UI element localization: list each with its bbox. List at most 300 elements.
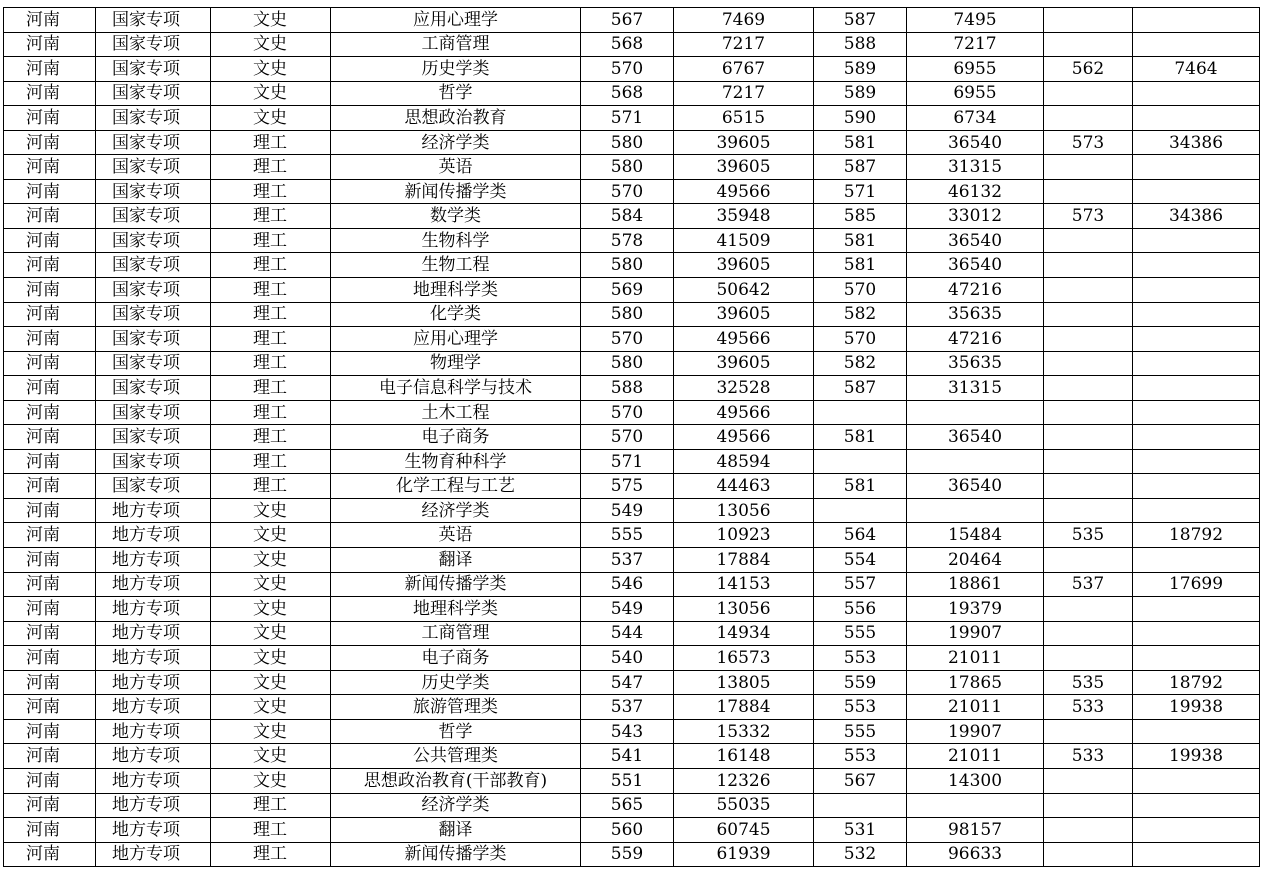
score-a-cell: 575: [581, 474, 674, 499]
score-c-cell: [1044, 768, 1133, 793]
score-c-cell: 573: [1044, 204, 1133, 229]
score-b-cell: 553: [814, 646, 907, 671]
subject-cell: 文史: [211, 572, 331, 597]
rank-a-cell: 49566: [674, 179, 814, 204]
score-b-cell: 590: [814, 106, 907, 131]
major-cell: 历史学类: [331, 57, 581, 82]
rank-c-cell: [1133, 400, 1260, 425]
table-row: [4, 130, 1260, 155]
province-cell: 河南: [4, 253, 96, 278]
rank-a-cell: 15332: [674, 719, 814, 744]
rank-b-cell: 31315: [907, 376, 1044, 401]
rank-b-cell: 17865: [907, 670, 1044, 695]
table-row: [4, 228, 1260, 253]
score-c-cell: [1044, 818, 1133, 843]
subject-cell: 理工: [211, 302, 331, 327]
rank-b-cell: 36540: [907, 253, 1044, 278]
rank-b-cell: 35635: [907, 351, 1044, 376]
table-row: [4, 621, 1260, 646]
rank-b-cell: 21011: [907, 744, 1044, 769]
score-b-cell: [814, 400, 907, 425]
province-cell: 河南: [4, 204, 96, 229]
rank-c-cell: [1133, 621, 1260, 646]
rank-b-cell: 36540: [907, 425, 1044, 450]
rank-c-cell: [1133, 597, 1260, 622]
major-cell: 翻译: [331, 818, 581, 843]
rank-a-cell: 16148: [674, 744, 814, 769]
score-c-cell: [1044, 498, 1133, 523]
province-cell: 河南: [4, 842, 96, 867]
province-cell: 河南: [4, 449, 96, 474]
plan-type-cell: 国家专项: [96, 449, 211, 474]
table-row: [4, 818, 1260, 843]
rank-c-cell: [1133, 253, 1260, 278]
rank-c-cell: [1133, 498, 1260, 523]
plan-type-cell: 国家专项: [96, 204, 211, 229]
rank-a-cell: 50642: [674, 278, 814, 303]
score-b-cell: 571: [814, 179, 907, 204]
table-row: [4, 253, 1260, 278]
plan-type-cell: 国家专项: [96, 425, 211, 450]
score-c-cell: [1044, 228, 1133, 253]
rank-c-cell: [1133, 425, 1260, 450]
major-cell: 英语: [331, 155, 581, 180]
subject-cell: 文史: [211, 32, 331, 57]
score-b-cell: 587: [814, 376, 907, 401]
rank-b-cell: 15484: [907, 523, 1044, 548]
subject-cell: 理工: [211, 278, 331, 303]
subject-cell: 文史: [211, 670, 331, 695]
rank-a-cell: 39605: [674, 351, 814, 376]
score-a-cell: 570: [581, 179, 674, 204]
province-cell: 河南: [4, 768, 96, 793]
subject-cell: 理工: [211, 474, 331, 499]
rank-b-cell: 96633: [907, 842, 1044, 867]
table-row: [4, 695, 1260, 720]
rank-b-cell: 18861: [907, 572, 1044, 597]
subject-cell: 文史: [211, 57, 331, 82]
major-cell: 生物工程: [331, 253, 581, 278]
province-cell: 河南: [4, 81, 96, 106]
score-c-cell: [1044, 351, 1133, 376]
province-cell: 河南: [4, 228, 96, 253]
plan-type-cell: 地方专项: [96, 621, 211, 646]
plan-type-cell: 国家专项: [96, 130, 211, 155]
rank-a-cell: 12326: [674, 768, 814, 793]
score-b-cell: 557: [814, 572, 907, 597]
major-cell: 新闻传播学类: [331, 572, 581, 597]
score-c-cell: 537: [1044, 572, 1133, 597]
table-row: [4, 498, 1260, 523]
score-b-cell: 553: [814, 744, 907, 769]
rank-c-cell: 7464: [1133, 57, 1260, 82]
subject-cell: 理工: [211, 228, 331, 253]
plan-type-cell: 地方专项: [96, 744, 211, 769]
rank-a-cell: 39605: [674, 253, 814, 278]
plan-type-cell: 国家专项: [96, 327, 211, 352]
score-b-cell: [814, 449, 907, 474]
province-cell: 河南: [4, 572, 96, 597]
score-c-cell: 533: [1044, 695, 1133, 720]
major-cell: 工商管理: [331, 32, 581, 57]
major-cell: 土木工程: [331, 400, 581, 425]
plan-type-cell: 地方专项: [96, 670, 211, 695]
rank-b-cell: 7217: [907, 32, 1044, 57]
major-cell: 电子信息科学与技术: [331, 376, 581, 401]
score-b-cell: 581: [814, 228, 907, 253]
subject-cell: 文史: [211, 106, 331, 131]
score-a-cell: 571: [581, 106, 674, 131]
rank-b-cell: 20464: [907, 548, 1044, 573]
rank-a-cell: 6767: [674, 57, 814, 82]
province-cell: 河南: [4, 523, 96, 548]
subject-cell: 理工: [211, 842, 331, 867]
score-b-cell: 559: [814, 670, 907, 695]
rank-b-cell: 19907: [907, 719, 1044, 744]
score-c-cell: [1044, 253, 1133, 278]
score-c-cell: [1044, 8, 1133, 33]
plan-type-cell: 国家专项: [96, 253, 211, 278]
score-a-cell: 568: [581, 81, 674, 106]
rank-b-cell: 36540: [907, 228, 1044, 253]
major-cell: 应用心理学: [331, 8, 581, 33]
score-a-cell: 549: [581, 597, 674, 622]
subject-cell: 理工: [211, 818, 331, 843]
score-b-cell: 581: [814, 474, 907, 499]
province-cell: 河南: [4, 106, 96, 131]
province-cell: 河南: [4, 498, 96, 523]
rank-b-cell: [907, 793, 1044, 818]
score-a-cell: 571: [581, 449, 674, 474]
subject-cell: 文史: [211, 81, 331, 106]
score-a-cell: 569: [581, 278, 674, 303]
rank-a-cell: 48594: [674, 449, 814, 474]
plan-type-cell: 地方专项: [96, 523, 211, 548]
rank-b-cell: 36540: [907, 130, 1044, 155]
rank-b-cell: 47216: [907, 278, 1044, 303]
score-a-cell: 551: [581, 768, 674, 793]
score-c-cell: [1044, 449, 1133, 474]
plan-type-cell: 地方专项: [96, 818, 211, 843]
rank-a-cell: 44463: [674, 474, 814, 499]
subject-cell: 理工: [211, 376, 331, 401]
plan-type-cell: 国家专项: [96, 57, 211, 82]
rank-c-cell: [1133, 228, 1260, 253]
rank-c-cell: 34386: [1133, 130, 1260, 155]
score-b-cell: 531: [814, 818, 907, 843]
score-c-cell: [1044, 425, 1133, 450]
score-b-cell: 581: [814, 425, 907, 450]
table-row: [4, 400, 1260, 425]
table-row: [4, 57, 1260, 82]
rank-c-cell: 34386: [1133, 204, 1260, 229]
score-b-cell: 570: [814, 327, 907, 352]
major-cell: 旅游管理类: [331, 695, 581, 720]
score-b-cell: 567: [814, 768, 907, 793]
score-c-cell: 535: [1044, 670, 1133, 695]
plan-type-cell: 国家专项: [96, 179, 211, 204]
rank-c-cell: 18792: [1133, 670, 1260, 695]
rank-c-cell: [1133, 719, 1260, 744]
plan-type-cell: 地方专项: [96, 719, 211, 744]
score-c-cell: [1044, 278, 1133, 303]
score-b-cell: 581: [814, 130, 907, 155]
rank-a-cell: 60745: [674, 818, 814, 843]
province-cell: 河南: [4, 179, 96, 204]
score-a-cell: 560: [581, 818, 674, 843]
major-cell: 历史学类: [331, 670, 581, 695]
score-c-cell: [1044, 81, 1133, 106]
rank-b-cell: 31315: [907, 155, 1044, 180]
score-a-cell: 555: [581, 523, 674, 548]
score-b-cell: 553: [814, 695, 907, 720]
table-row: [4, 474, 1260, 499]
rank-a-cell: 14153: [674, 572, 814, 597]
table-row: [4, 670, 1260, 695]
plan-type-cell: 国家专项: [96, 32, 211, 57]
score-c-cell: 533: [1044, 744, 1133, 769]
rank-c-cell: [1133, 646, 1260, 671]
table-row: [4, 32, 1260, 57]
table-row: [4, 8, 1260, 33]
score-c-cell: [1044, 32, 1133, 57]
rank-a-cell: 55035: [674, 793, 814, 818]
rank-b-cell: 14300: [907, 768, 1044, 793]
subject-cell: 理工: [211, 253, 331, 278]
table-row: [4, 302, 1260, 327]
rank-b-cell: 21011: [907, 695, 1044, 720]
province-cell: 河南: [4, 351, 96, 376]
score-c-cell: 535: [1044, 523, 1133, 548]
score-b-cell: 582: [814, 302, 907, 327]
plan-type-cell: 国家专项: [96, 278, 211, 303]
major-cell: 经济学类: [331, 793, 581, 818]
table-row: [4, 155, 1260, 180]
major-cell: 新闻传播学类: [331, 842, 581, 867]
score-b-cell: 587: [814, 8, 907, 33]
score-a-cell: 570: [581, 400, 674, 425]
rank-b-cell: 19907: [907, 621, 1044, 646]
province-cell: 河南: [4, 57, 96, 82]
table-row: [4, 81, 1260, 106]
plan-type-cell: 地方专项: [96, 572, 211, 597]
table-row: [4, 204, 1260, 229]
plan-type-cell: 国家专项: [96, 81, 211, 106]
rank-b-cell: 36540: [907, 474, 1044, 499]
rank-b-cell: 6734: [907, 106, 1044, 131]
subject-cell: 理工: [211, 327, 331, 352]
table-row: [4, 327, 1260, 352]
table-row: [4, 449, 1260, 474]
rank-c-cell: [1133, 548, 1260, 573]
table-row: [4, 842, 1260, 867]
score-b-cell: 582: [814, 351, 907, 376]
score-a-cell: 568: [581, 32, 674, 57]
score-c-cell: [1044, 621, 1133, 646]
rank-a-cell: 49566: [674, 425, 814, 450]
rank-a-cell: 61939: [674, 842, 814, 867]
rank-a-cell: 7217: [674, 32, 814, 57]
rank-c-cell: [1133, 155, 1260, 180]
table-row: [4, 351, 1260, 376]
major-cell: 应用心理学: [331, 327, 581, 352]
plan-type-cell: 国家专项: [96, 400, 211, 425]
plan-type-cell: 国家专项: [96, 376, 211, 401]
score-a-cell: 549: [581, 498, 674, 523]
rank-c-cell: [1133, 8, 1260, 33]
province-cell: 河南: [4, 719, 96, 744]
score-c-cell: [1044, 548, 1133, 573]
subject-cell: 理工: [211, 425, 331, 450]
rank-a-cell: 17884: [674, 695, 814, 720]
score-c-cell: 573: [1044, 130, 1133, 155]
rank-a-cell: 16573: [674, 646, 814, 671]
major-cell: 哲学: [331, 719, 581, 744]
subject-cell: 文史: [211, 498, 331, 523]
province-cell: 河南: [4, 8, 96, 33]
rank-a-cell: 35948: [674, 204, 814, 229]
province-cell: 河南: [4, 646, 96, 671]
province-cell: 河南: [4, 376, 96, 401]
subject-cell: 文史: [211, 548, 331, 573]
table-row: [4, 548, 1260, 573]
plan-type-cell: 国家专项: [96, 302, 211, 327]
subject-cell: 文史: [211, 719, 331, 744]
score-a-cell: 544: [581, 621, 674, 646]
rank-c-cell: [1133, 278, 1260, 303]
score-a-cell: 588: [581, 376, 674, 401]
rank-c-cell: 19938: [1133, 695, 1260, 720]
rank-c-cell: [1133, 449, 1260, 474]
plan-type-cell: 地方专项: [96, 842, 211, 867]
plan-type-cell: 地方专项: [96, 793, 211, 818]
score-b-cell: 555: [814, 719, 907, 744]
table-row: [4, 572, 1260, 597]
major-cell: 化学类: [331, 302, 581, 327]
province-cell: 河南: [4, 597, 96, 622]
rank-c-cell: 18792: [1133, 523, 1260, 548]
subject-cell: 理工: [211, 204, 331, 229]
score-a-cell: 580: [581, 351, 674, 376]
score-b-cell: 589: [814, 57, 907, 82]
score-b-cell: 564: [814, 523, 907, 548]
major-cell: 英语: [331, 523, 581, 548]
plan-type-cell: 地方专项: [96, 498, 211, 523]
rank-c-cell: 19938: [1133, 744, 1260, 769]
subject-cell: 文史: [211, 621, 331, 646]
rank-c-cell: [1133, 793, 1260, 818]
score-c-cell: [1044, 106, 1133, 131]
table-body: [4, 8, 1260, 867]
major-cell: 思想政治教育(干部教育): [331, 768, 581, 793]
subject-cell: 文史: [211, 768, 331, 793]
rank-b-cell: [907, 449, 1044, 474]
major-cell: 地理科学类: [331, 278, 581, 303]
score-c-cell: [1044, 793, 1133, 818]
subject-cell: 理工: [211, 449, 331, 474]
score-a-cell: 559: [581, 842, 674, 867]
score-c-cell: [1044, 179, 1133, 204]
table-row: [4, 597, 1260, 622]
rank-c-cell: 17699: [1133, 572, 1260, 597]
table-row: [4, 646, 1260, 671]
province-cell: 河南: [4, 278, 96, 303]
score-a-cell: 537: [581, 548, 674, 573]
admission-score-table: [3, 7, 1260, 867]
province-cell: 河南: [4, 695, 96, 720]
table-row: [4, 523, 1260, 548]
score-b-cell: [814, 793, 907, 818]
rank-b-cell: 46132: [907, 179, 1044, 204]
province-cell: 河南: [4, 670, 96, 695]
rank-b-cell: 98157: [907, 818, 1044, 843]
rank-a-cell: 39605: [674, 302, 814, 327]
rank-c-cell: [1133, 842, 1260, 867]
rank-a-cell: 10923: [674, 523, 814, 548]
rank-a-cell: 39605: [674, 130, 814, 155]
subject-cell: 理工: [211, 179, 331, 204]
province-cell: 河南: [4, 130, 96, 155]
rank-a-cell: 7217: [674, 81, 814, 106]
plan-type-cell: 国家专项: [96, 351, 211, 376]
subject-cell: 文史: [211, 597, 331, 622]
rank-c-cell: [1133, 768, 1260, 793]
score-a-cell: 546: [581, 572, 674, 597]
score-c-cell: [1044, 719, 1133, 744]
rank-b-cell: 6955: [907, 57, 1044, 82]
rank-b-cell: 6955: [907, 81, 1044, 106]
subject-cell: 文史: [211, 695, 331, 720]
province-cell: 河南: [4, 548, 96, 573]
province-cell: 河南: [4, 818, 96, 843]
rank-a-cell: 49566: [674, 327, 814, 352]
score-b-cell: 556: [814, 597, 907, 622]
rank-b-cell: [907, 498, 1044, 523]
major-cell: 电子商务: [331, 646, 581, 671]
rank-b-cell: 19379: [907, 597, 1044, 622]
score-c-cell: [1044, 155, 1133, 180]
score-b-cell: 555: [814, 621, 907, 646]
score-c-cell: [1044, 400, 1133, 425]
major-cell: 公共管理类: [331, 744, 581, 769]
score-a-cell: 540: [581, 646, 674, 671]
plan-type-cell: 国家专项: [96, 228, 211, 253]
province-cell: 河南: [4, 793, 96, 818]
score-a-cell: 584: [581, 204, 674, 229]
score-c-cell: [1044, 327, 1133, 352]
score-a-cell: 580: [581, 253, 674, 278]
plan-type-cell: 国家专项: [96, 474, 211, 499]
major-cell: 数学类: [331, 204, 581, 229]
score-c-cell: [1044, 842, 1133, 867]
table-row: [4, 179, 1260, 204]
score-a-cell: 570: [581, 327, 674, 352]
rank-b-cell: [907, 400, 1044, 425]
score-b-cell: 554: [814, 548, 907, 573]
province-cell: 河南: [4, 302, 96, 327]
province-cell: 河南: [4, 155, 96, 180]
rank-b-cell: 21011: [907, 646, 1044, 671]
score-c-cell: [1044, 376, 1133, 401]
province-cell: 河南: [4, 327, 96, 352]
score-b-cell: 587: [814, 155, 907, 180]
rank-b-cell: 35635: [907, 302, 1044, 327]
score-b-cell: 585: [814, 204, 907, 229]
score-a-cell: 580: [581, 130, 674, 155]
subject-cell: 理工: [211, 400, 331, 425]
rank-a-cell: 6515: [674, 106, 814, 131]
province-cell: 河南: [4, 32, 96, 57]
